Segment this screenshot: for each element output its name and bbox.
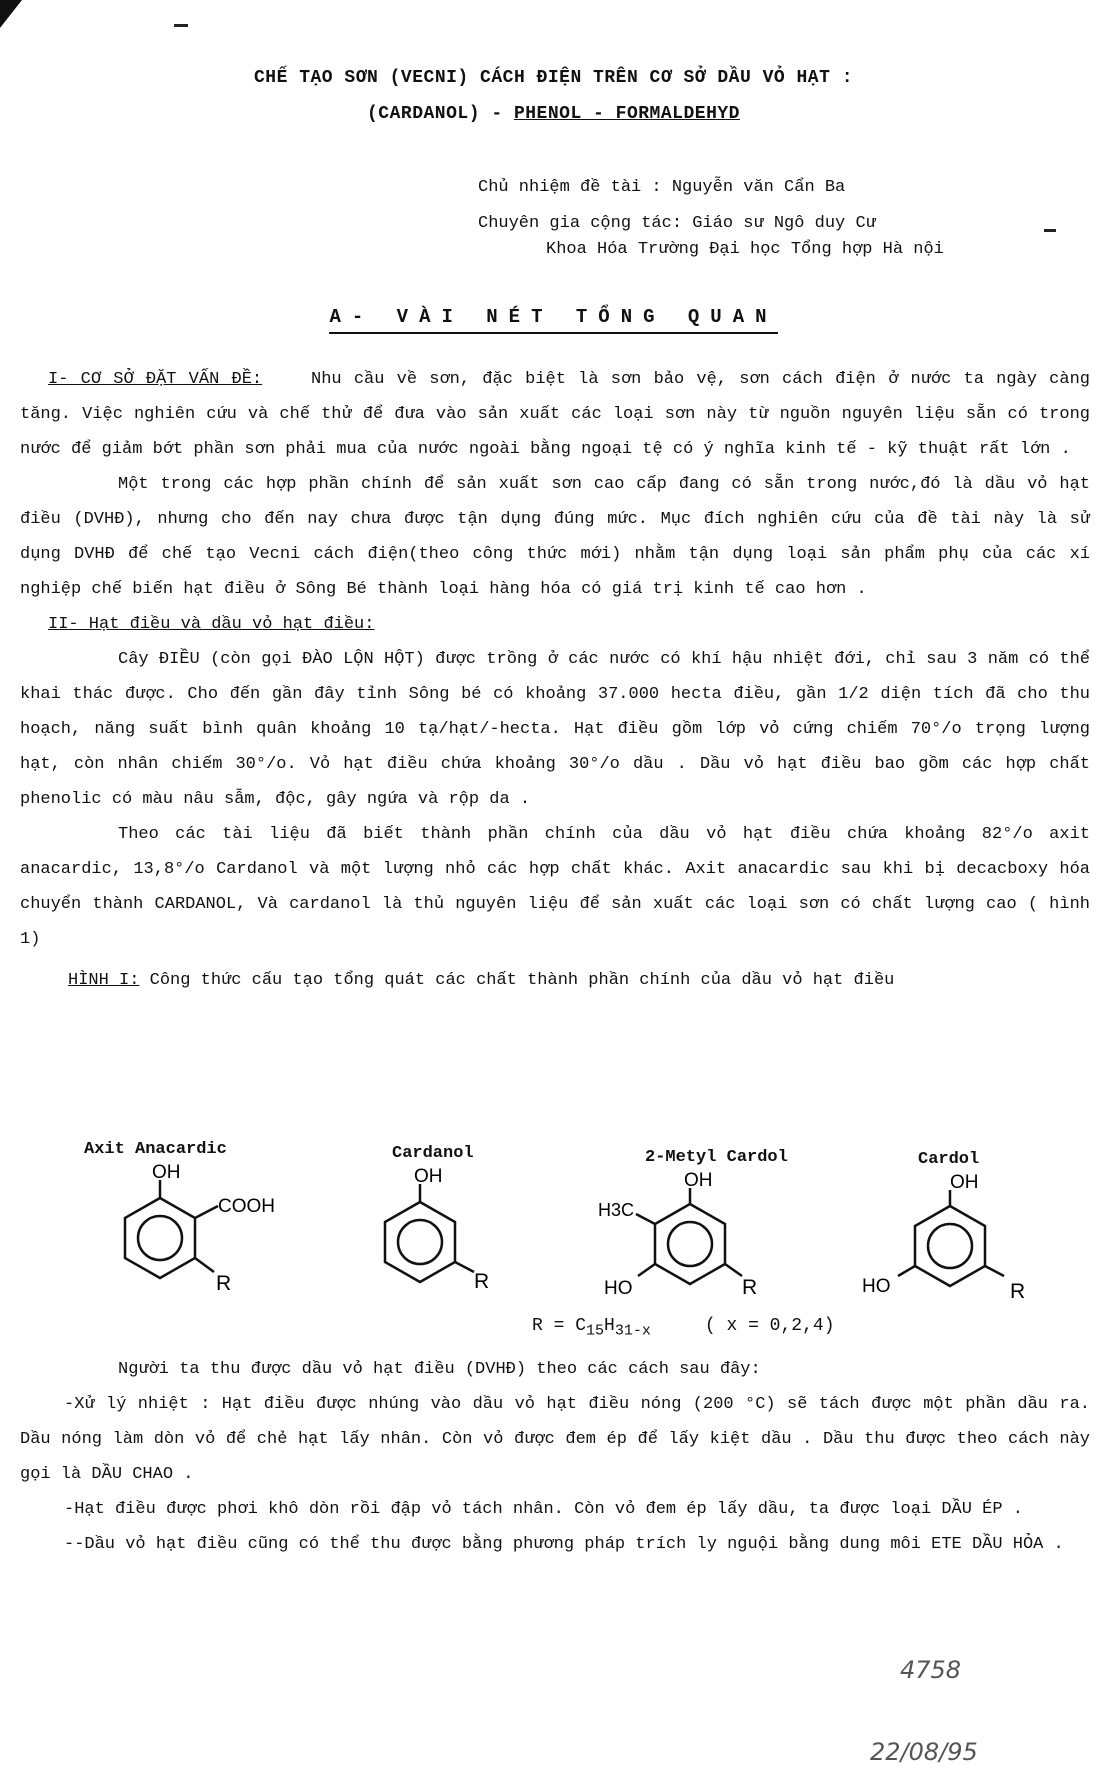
- title-prefix: (CARDANOL) -: [367, 104, 514, 124]
- paragraph: -Hạt điều được phơi khô dòn rồi đập vỏ tách nhân. Còn vỏ đem ép lấy dầu, ta được loại DẦU ÉP .: [64, 1500, 1023, 1519]
- ch3-label: H3C: [598, 1200, 635, 1220]
- molecule-name: Cardol: [918, 1150, 980, 1169]
- ho-label: HO: [862, 1276, 891, 1297]
- molecule-name: Cardanol: [392, 1144, 474, 1163]
- oh-label: OH: [414, 1166, 443, 1187]
- methyl-cardol-structure: [590, 1170, 790, 1300]
- molecule-name: Axit Anacardic: [84, 1140, 227, 1159]
- title-underlined: PHENOL - FORMALDEHYD: [513, 104, 740, 124]
- r-label: R: [474, 1270, 490, 1293]
- r-label: R: [742, 1276, 758, 1299]
- stamp-number: 4758: [900, 1656, 962, 1684]
- r-formula-sub2: 31-x: [614, 1322, 651, 1340]
- affiliation: Khoa Hóa Trường Đại học Tổng hợp Hà nội: [546, 240, 944, 259]
- r-formula-prefix: R = C: [532, 1316, 587, 1336]
- r-formula-h: H: [604, 1316, 615, 1336]
- r-formula-sub1: 15: [586, 1322, 605, 1340]
- paragraph: Người ta thu được dầu vỏ hạt điều (DVHĐ) theo các cách sau đây:: [118, 1360, 761, 1379]
- figure-caption: [68, 963, 1090, 998]
- cardol-structure: [860, 1172, 1060, 1302]
- scan-mark: [1044, 229, 1056, 232]
- r-label: R: [1010, 1280, 1026, 1302]
- paragraph: Một trong các hợp phần chính để sản xuất sơn cao cấp đang có sẵn trong nước,đó là dầu vỏ hạt điều (DVHĐ), nhưng cho đến nay chưa được tận dụng đúng mức. Mục đích nghiên cứu của đề tài này là sử dụng DVHĐ để chế tạo Vecni cách điện(theo công thức mới) nhằm tận dụng loại sản phẩm phụ của các xí nghiệp chế biến hạt điều ở Sông Bé thành loại hàng hóa có giá trị kinh tế cao hơn .: [20, 475, 1090, 599]
- paragraph: -Xử lý nhiệt : Hạt điều được nhúng vào dầu vỏ hạt điều nóng (200 °C) sẽ tách được một phần dầu ra. Dầu nóng làm dòn vỏ để chẻ hạt lấy nhân. Còn vỏ được đem ép để lấy kiệt dầu . Dầu thu được theo cách này gọi là DẦU CHAO .: [20, 1395, 1090, 1484]
- stamp-date: 22/08/95: [870, 1738, 978, 1766]
- section-title: [0, 306, 1107, 328]
- figure-caption-text: Công thức cấu tạo tổng quát các chất thành phần chính của dầu vỏ hạt điều: [149, 971, 895, 990]
- ho-label: HO: [604, 1278, 633, 1299]
- oh-label: OH: [684, 1170, 713, 1191]
- scan-mark: [174, 24, 188, 27]
- oh-label: OH: [950, 1172, 979, 1193]
- molecule-name: 2-Metyl Cardol: [645, 1148, 788, 1167]
- scan-corner-mark: [0, 0, 22, 28]
- paragraph-text: Nhu cầu về sơn, đặc biệt là sơn bảo vệ, sơn cách điện ở nước ta ngày càng tăng. Việc nghiên cứu và chế thử để đưa vào sản xuất các loại sơn này từ nguồn nguyên liệu sẵn có trong nước để giảm bớt phần sơn phải mua của nước ngoài bằng ngoại tệ có ý nghĩa kinh tế - kỹ thuật rất lớn .: [20, 370, 1090, 459]
- paragraph: [20, 362, 1090, 467]
- paragraph: Cây ĐIỀU (còn gọi ĐÀO LỘN HỘT) được trồng ở các nước có khí hậu nhiệt đới, chỉ sau 3 năm có thể khai thác được. Cho đến gần đây tỉnh Sông bé có khoảng 37.000 hecta điều, gần 1/2 diện tích đã cho thu hoạch, năng suất bình quân khoảng 10 tạ/hạt/-hecta. Hạt điều gồm lớp vỏ cứng chiếm 70°/o trọng lượng hạt, còn nhân chiếm 30°/o. Vỏ hạt điều chứa khoảng 30°/o dầu . Dầu vỏ hạt điều bao gồm các hợp chất phenolic có màu nâu sẫm, độc, gây ngứa và rộp da .: [20, 650, 1090, 809]
- section-heading-2: [48, 607, 1090, 642]
- expert: Chuyên gia cộng tác: Giáo sư Ngô duy Cư: [478, 214, 876, 233]
- anacardic-acid-structure: [100, 1158, 300, 1298]
- lead-researcher: Chủ nhiệm đề tài : Nguyễn văn Cẩn Ba: [478, 178, 846, 197]
- document-title-line1: CHẾ TẠO SƠN (VECNI) CÁCH ĐIỆN TRÊN CƠ SỞ DẦU VỎ HẠT :: [254, 68, 853, 88]
- paragraph: --Dầu vỏ hạt điều cũng có thể thu được bằng phương pháp trích ly nguội bằng dung môi ETE DẦU HỎA .: [64, 1535, 1064, 1554]
- cooh-label: COOH: [218, 1196, 275, 1217]
- r-group-formula: [532, 1316, 835, 1340]
- document-title-line2: [0, 104, 1107, 124]
- paragraph: Theo các tài liệu đã biết thành phần chính của dầu vỏ hạt điều chứa khoảng 82°/o axit anacardic, 13,8°/o Cardanol và một lượng nhỏ các hợp chất khác. Axit anacardic sau khi bị decacboxy hóa chuyển thành CARDANOL, Và cardanol là thủ nguyên liệu để sản xuất các loại sơn có chất lượng cao ( hình 1): [20, 825, 1090, 949]
- section-heading-1: I- CƠ SỞ ĐẶT VẤN ĐỀ:: [48, 370, 263, 389]
- figure-label: HÌNH I:: [68, 971, 140, 990]
- section-heading-2-text: II- Hạt điều và dầu vỏ hạt điều:: [48, 615, 375, 634]
- section-title-text: A- VÀI NÉT TỔNG QUAN: [329, 306, 777, 334]
- library-stamp: [800, 1620, 1090, 1780]
- cardanol-structure: [360, 1162, 520, 1298]
- figure-structures: [0, 1098, 1107, 1302]
- body-part-2: [20, 1352, 1090, 1562]
- r-formula-range: ( x = 0,2,4): [704, 1316, 835, 1336]
- oh-label: OH: [152, 1162, 181, 1183]
- r-label: R: [216, 1272, 232, 1295]
- body-part-1: [20, 362, 1090, 998]
